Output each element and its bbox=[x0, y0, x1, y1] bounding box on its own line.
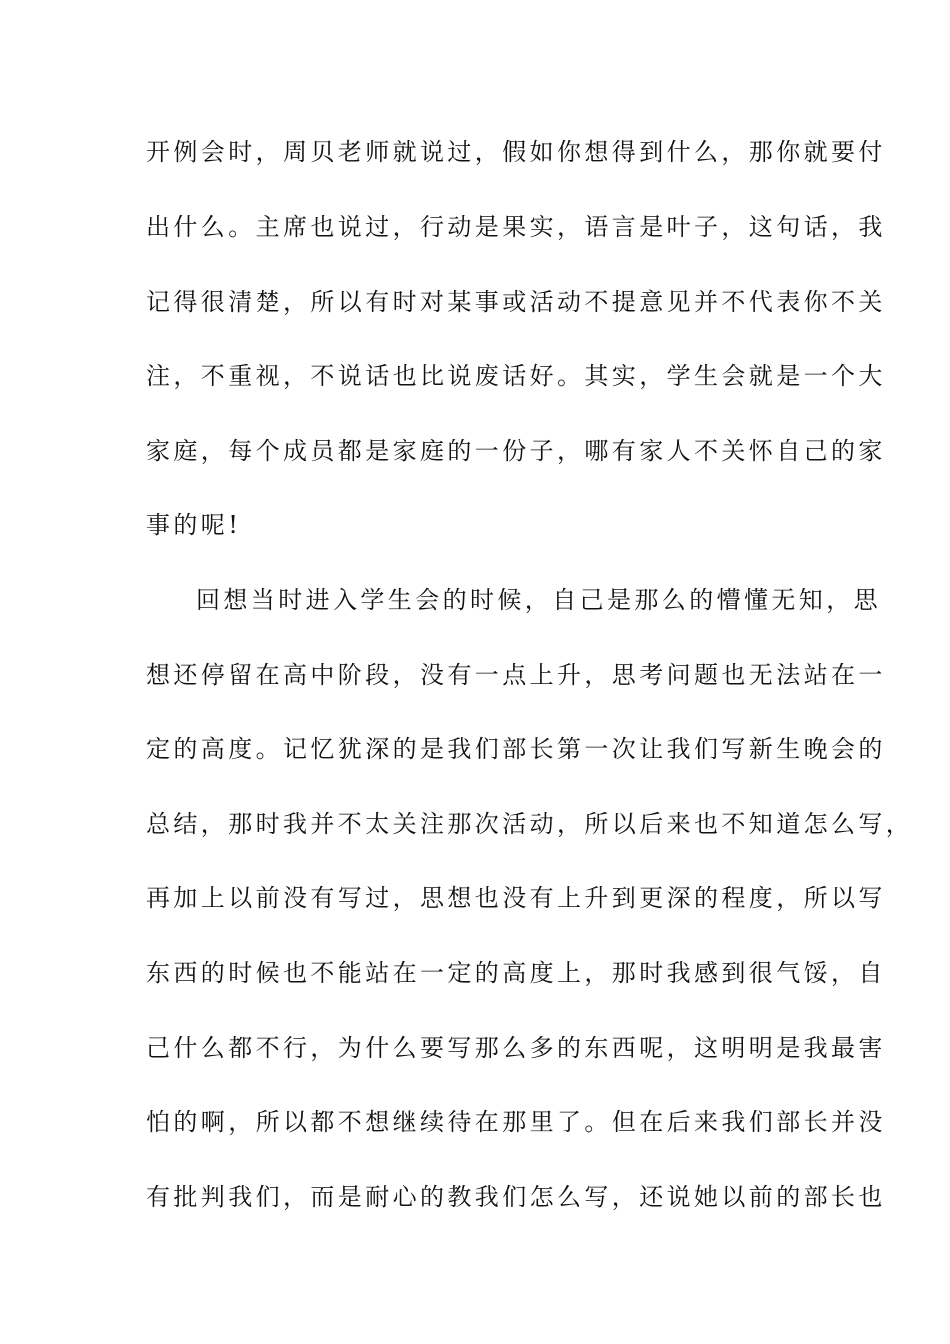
text-line: 再加上以前没有写过，思想也没有上升到更深的程度，所以写 bbox=[146, 884, 886, 912]
paragraph-first-line: 回想当时进入学生会的时候，自己是那么的懵懂无知，思 bbox=[196, 586, 881, 614]
text-line: 注，不重视，不说话也比说废话好。其实，学生会就是一个大 bbox=[146, 362, 886, 390]
text-line: 开例会时，周贝老师就说过，假如你想得到什么，那你就要付 bbox=[146, 138, 886, 166]
text-line: 怕的啊，所以都不想继续待在那里了。但在后来我们部长并没 bbox=[146, 1108, 886, 1136]
text-line: 定的高度。记忆犹深的是我们部长第一次让我们写新生晚会的 bbox=[146, 735, 886, 763]
text-line: 己什么都不行，为什么要写那么多的东西呢，这明明是我最害 bbox=[146, 1034, 886, 1062]
text-line: 有批判我们，而是耐心的教我们怎么写，还说她以前的部长也 bbox=[146, 1183, 886, 1211]
text-line: 出什么。主席也说过，行动是果实，语言是叶子，这句话，我 bbox=[146, 213, 886, 241]
text-line: 东西的时候也不能站在一定的高度上，那时我感到很气馁，自 bbox=[146, 959, 886, 987]
text-line: 家庭，每个成员都是家庭的一份子，哪有家人不关怀自己的家 bbox=[146, 437, 886, 465]
text-line: 总结，那时我并不太关注那次活动，所以后来也不知道怎么写， bbox=[146, 810, 914, 838]
text-line: 想还停留在高中阶段，没有一点上升，思考问题也无法站在一 bbox=[146, 661, 886, 689]
text-line: 记得很清楚，所以有时对某事或活动不提意见并不代表你不关 bbox=[146, 288, 886, 316]
text-line: 事的呢! bbox=[146, 511, 242, 539]
